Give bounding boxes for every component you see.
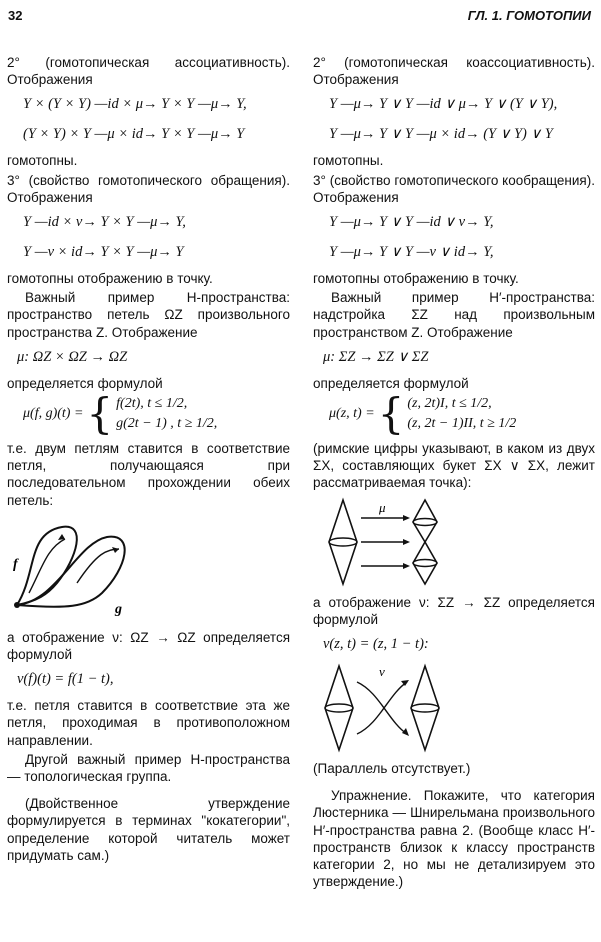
right-p10: Упражнение. Покажите, что категория Люстерника — Шнирельмана произвольного H′-пространства равна 2. (Вообще класс H′-пространств близок к классу пространств категории 2, но мы не детализируем это утверждение.) xyxy=(313,788,595,890)
cross-arrow-1-head xyxy=(402,728,409,736)
page-number: 32 xyxy=(8,8,23,23)
loops-figure xyxy=(7,513,157,623)
loop-f-path xyxy=(17,527,77,605)
left-p7: т.е. двум петлям ставится в соответствие петля, получающаяся при последовательном прохождении обеих петель: xyxy=(7,441,290,508)
page-header xyxy=(0,6,601,26)
right-p6: определяется формулой xyxy=(313,375,469,391)
suspension-comultiplication-figure xyxy=(313,496,463,588)
right-formula-4: Y —μ→ Y ∨ Y —ν ∨ id→ Y, xyxy=(329,244,494,261)
inverse-right-equator xyxy=(411,704,439,712)
left-p1: 2° (гомотопическая ассоциативность). Отображения xyxy=(7,55,290,88)
suspension-left-shape xyxy=(329,500,357,584)
inverse-right-shape xyxy=(411,666,439,750)
running-title: ГЛ. 1. ГОМОТОПИИ xyxy=(467,8,591,23)
loop-g-arrow xyxy=(77,549,119,583)
cross-arrow-2 xyxy=(357,682,407,734)
left-p10: Другой важный пример H-пространства — топологическая группа. xyxy=(7,751,290,785)
loop-f-arrowhead xyxy=(58,534,65,540)
left-p9: т.е. петля ставится в соответствие эта же петля, проходимая в противоположном направлении. xyxy=(7,698,290,748)
inverse-left-shape xyxy=(325,666,353,750)
left-formula-3: Y —id × ν→ Y × Y —μ→ Y, xyxy=(23,214,186,231)
suspension-inverse-figure xyxy=(313,662,463,754)
wedge-top-shape xyxy=(413,500,437,542)
right-formula-1: Y —μ→ Y ∨ Y —id ∨ μ→ Y ∨ (Y ∨ Y), xyxy=(329,96,558,113)
right-piecewise-row-2: (z, 2t − 1)II, t ≥ 1/2 xyxy=(407,416,517,432)
loop-g-label: g xyxy=(115,601,122,617)
left-piecewise-row-2: g(2t − 1) , t ≥ 1/2, xyxy=(116,416,218,432)
loop-f-label: f xyxy=(13,556,18,572)
right-p4: гомотопны отображению в точку. xyxy=(313,271,519,287)
nu-label: ν xyxy=(379,664,385,680)
left-formula-5: μ: ΩZ × ΩZ → ΩZ xyxy=(17,348,128,365)
right-p5: Важный пример H′-пространства: надстройка ΣZ над произвольным пространством Z. Отображение xyxy=(313,290,595,340)
right-column xyxy=(313,54,595,892)
right-p7: (римские цифры указывают, в каком из двух ΣX, составляющих букет ΣX ∨ ΣX, лежит рассматриваемая точка): xyxy=(313,441,595,491)
right-piecewise-lhs: μ(z, t) = xyxy=(329,406,375,422)
right-formula-5: μ: ΣZ → ΣZ ∨ ΣZ xyxy=(323,348,429,365)
left-p3: 3° (свойство гомотопического обращения). Отображения xyxy=(7,172,290,205)
right-brace: { xyxy=(377,389,405,439)
wedge-top-equator xyxy=(413,518,437,525)
right-p8: а отображение ν: ΣZ → ΣZ определяется формулой xyxy=(313,594,595,627)
left-p8: а отображение ν: ΩZ → ΩZ определяется формулой xyxy=(7,629,290,663)
left-p4: гомотопны отображению в точку. xyxy=(7,271,213,287)
right-p2: гомотопны. xyxy=(313,153,384,169)
right-formula-3: Y —μ→ Y ∨ Y —id ∨ ν→ Y, xyxy=(329,214,494,231)
cross-arrow-1 xyxy=(357,682,407,734)
inverse-left-equator xyxy=(325,704,353,712)
base-point xyxy=(14,602,20,608)
loop-f-arrow xyxy=(29,539,65,593)
right-piecewise-formula xyxy=(329,389,595,439)
right-formula-2: Y —μ→ Y ∨ Y —μ × id→ (Y ∨ Y) ∨ Y xyxy=(329,126,553,143)
arrow-3-head xyxy=(403,563,410,569)
left-p11: (Двойственное утверждение формулируется в терминах "кокатегории", определение которой читатель может придумать сам.) xyxy=(7,796,290,863)
wedge-bottom-equator xyxy=(413,559,437,566)
right-p1: 2° (гомотопическая коассоциативность). Отображения xyxy=(313,55,595,88)
left-piecewise-row-1: f(2t), t ≤ 1/2, xyxy=(116,396,188,412)
left-piecewise-lhs: μ(f, g)(t) = xyxy=(23,406,84,422)
suspension-left-equator xyxy=(329,538,357,546)
arrow-2-head xyxy=(403,539,410,545)
left-formula-1: Y × (Y × Y) —id × μ→ Y × Y —μ→ Y, xyxy=(23,96,247,113)
left-p2: гомотопны. xyxy=(7,153,78,169)
loop-g-path xyxy=(17,537,125,607)
left-piecewise-formula xyxy=(23,389,290,439)
mu-label: μ xyxy=(379,499,386,515)
right-p3: 3° (свойство гомотопического кообращения). Отображения xyxy=(313,172,595,205)
right-formula-7: ν(z, t) = (z, 1 − t): xyxy=(323,636,429,653)
left-formula-2: (Y × Y) × Y —μ × id→ Y × Y —μ→ Y xyxy=(23,126,245,143)
left-p5: Важный пример H-пространства: пространство петель ΩZ произвольного пространства Z. Отображение xyxy=(7,290,290,340)
right-p9: (Параллель отсутствует.) xyxy=(313,761,471,777)
left-formula-4: Y —ν × id→ Y × Y —μ→ Y xyxy=(23,244,184,261)
wedge-bottom-shape xyxy=(413,542,437,584)
left-column xyxy=(7,54,290,866)
left-formula-7: ν(f)(t) = f(1 − t), xyxy=(17,671,114,688)
left-brace: { xyxy=(86,389,114,439)
arrow-1-head xyxy=(403,515,410,521)
left-p6: определяется формулой xyxy=(7,375,163,391)
right-piecewise-row-1: (z, 2t)I, t ≤ 1/2, xyxy=(407,396,492,412)
